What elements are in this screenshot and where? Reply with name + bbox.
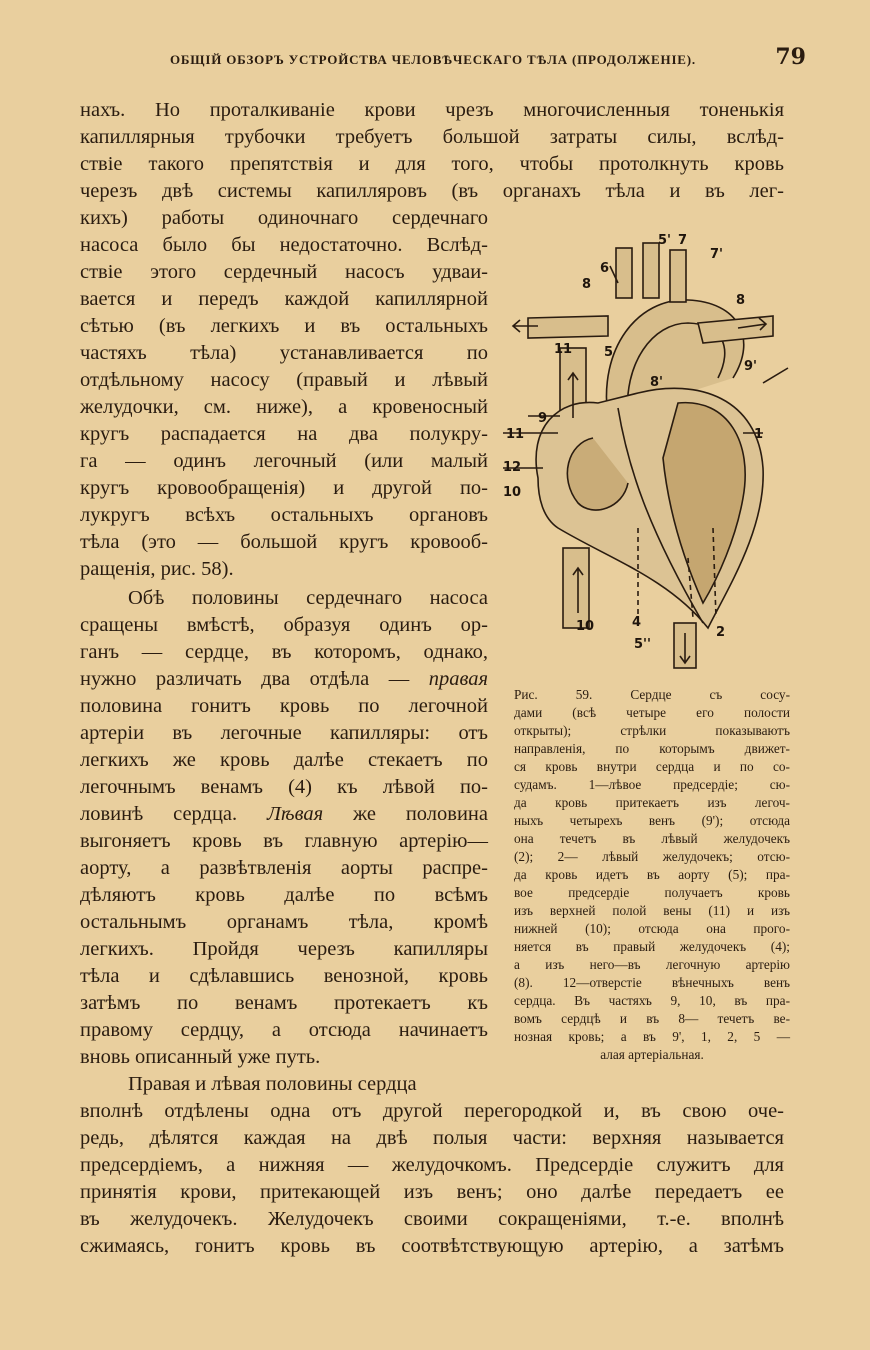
text-line: дѣляютъ кровь далѣе по всѣмъ xyxy=(80,884,488,906)
figure-label: 7 xyxy=(678,233,688,248)
caption-line: да кровь притекаетъ изъ легоч- xyxy=(514,795,790,810)
text-line: частяхъ тѣла) устанавливается по xyxy=(80,342,488,364)
text-line: кихъ) работы одиночнаго сердечнаго xyxy=(80,207,488,229)
text-line: предсердіемъ, а нижняя — желудочкомъ. Предсердіе служитъ для xyxy=(80,1154,784,1176)
text-line: вается и передъ каждой капиллярной xyxy=(80,288,488,310)
text-line: лукругъ всѣхъ остальныхъ органовъ xyxy=(80,504,488,526)
text-line: вполнѣ отдѣлены одна отъ другой перегородкой и, въ свою оче- xyxy=(80,1100,784,1122)
text-run: же половина xyxy=(323,803,488,825)
figure-label: 10 xyxy=(503,485,522,500)
text-line: остальнымъ органамъ тѣла, кромѣ xyxy=(80,911,488,933)
text-line: сѣтью (въ легкихъ и въ остальныхъ xyxy=(80,315,488,337)
text-line: тѣла и сдѣлавшись венозной, кровь xyxy=(80,965,488,987)
text-line: тѣла (это — большой кругъ кровооб- xyxy=(80,531,488,553)
caption-line: вое предсердіе получаетъ кровь xyxy=(514,885,790,900)
text-line: Правая и лѣвая половины сердца xyxy=(128,1073,417,1095)
figure-label: 5'' xyxy=(634,637,652,652)
text-line: сращены вмѣстѣ, образуя одинъ ор- xyxy=(80,614,488,636)
text-line: нахъ. Но проталкиваніе крови чрезъ многочисленныя тоненькія xyxy=(80,99,784,121)
text-line: желудочки, см. ниже), а кровеносный xyxy=(80,396,488,418)
caption-line: дами (всѣ четыре его полости xyxy=(514,705,790,720)
figure-label: 1 xyxy=(754,427,764,442)
text-line: кругъ распадается на два полукру- xyxy=(80,423,488,445)
text-line: въ желудочекъ. Желудочекъ своими сокращеніями, т.-е. вполнѣ xyxy=(80,1208,784,1230)
running-header xyxy=(80,44,810,74)
text-line: сжимаясь, гонитъ кровь въ соотвѣтствующую артерію, а затѣмъ xyxy=(80,1235,784,1257)
figure-label: 9 xyxy=(538,411,548,426)
figure-label: 11 xyxy=(506,427,525,442)
caption-line: няется въ правый желудочекъ (4); xyxy=(514,939,790,954)
caption-line: сердца. Въ частяхъ 9, 10, въ пра- xyxy=(514,993,790,1008)
figure-label: 12 xyxy=(503,460,522,475)
caption-line: Рис. 59. Сердце съ сосу- xyxy=(514,687,790,702)
figure-label: 8 xyxy=(736,293,746,308)
caption-line: вомъ сердцѣ и въ 8— течетъ ве- xyxy=(514,1011,790,1026)
text-line: легкихъ. Пройдя черезъ капилляры xyxy=(80,938,488,960)
caption-line: ся кровь внутри сердца и по со- xyxy=(514,759,790,774)
text-line: половина гонитъ кровь по легочной xyxy=(80,695,488,717)
caption-line: (8). 12—отверстіе вѣнечныхъ венъ xyxy=(514,975,790,990)
text-line: ствіе такого препятствія и для того, чтобы протолкнуть кровь xyxy=(80,153,784,175)
text-line: артеріи въ легочные капилляры: отъ xyxy=(80,722,488,744)
italic-run: правая xyxy=(428,668,488,690)
text-line: кругъ кровообращенія) и другой по- xyxy=(80,477,488,499)
figure-label: 5' xyxy=(658,233,672,248)
caption-line: изъ верхней полой вены (11) и изъ xyxy=(514,903,790,918)
figure-label: 2 xyxy=(716,625,726,640)
figure-label: 5 xyxy=(604,345,614,360)
figure-label: 9' xyxy=(744,359,758,374)
text-line: капиллярныя трубочки требуетъ большой затраты силы, вслѣд- xyxy=(80,126,784,148)
figure-label: 7' xyxy=(710,247,724,262)
text-line: ращенія, рис. 58). xyxy=(80,558,234,580)
text-line: Обѣ половины сердечнаго насоса xyxy=(128,587,488,609)
figure-label: 8 xyxy=(582,277,592,292)
text-line: аорту, а развѣтвленія аорты распре- xyxy=(80,857,488,879)
figure-label: 6 xyxy=(600,261,610,276)
caption-line: судамъ. 1—лѣвое предсердіе; сю- xyxy=(514,777,790,792)
text-line: выгоняетъ кровь въ главную артерію— xyxy=(80,830,488,852)
caption-line: а изъ него—въ легочную артерію xyxy=(514,957,790,972)
caption-line: алая артеріальная. xyxy=(600,1047,704,1062)
caption-line: нижней (10); отсюда она прого- xyxy=(514,921,790,936)
text-run: нужно различать два отдѣла — xyxy=(80,668,429,690)
text-line: легочнымъ венамъ (4) къ лѣвой по- xyxy=(80,776,488,798)
text-line: редь, дѣлятся каждая на двѣ полыя части: верхняя называется xyxy=(80,1127,784,1149)
text-line: вновь описанный уже путь. xyxy=(80,1046,321,1068)
caption-line: она течетъ въ лѣвый желудочекъ xyxy=(514,831,790,846)
page-number: 79 xyxy=(775,44,806,70)
text-line: отдѣльному насосу (правый и лѣвый xyxy=(80,369,488,391)
italic-run: Лѣвая xyxy=(267,803,324,825)
text-line xyxy=(80,801,488,828)
caption-line: (2); 2— лѣвый желудочекъ; отсю- xyxy=(514,849,790,864)
text-line: принятія крови, притекающей изъ венъ; оно далѣе передаетъ ее xyxy=(80,1181,784,1203)
caption-line: открыты); стрѣлки показываютъ xyxy=(514,723,790,738)
running-title: ОБЩІЙ ОБЗОРЪ УСТРОЙСТВА ЧЕЛОВѢЧЕСКАГО ТѢЛА (ПРОДОЛЖЕНІЕ). xyxy=(170,52,696,67)
text-run: ловинѣ сердца. xyxy=(80,803,268,825)
text-line: насоса было бы недостаточно. Вслѣд- xyxy=(80,234,488,256)
caption-line: ныхъ четырехъ венъ (9'); отсюда xyxy=(514,813,790,828)
text-line: га — одинъ легочный (или малый xyxy=(80,450,488,472)
heart-illustration xyxy=(498,228,790,678)
text-line: ганъ — сердце, въ которомъ, однако, xyxy=(80,641,488,663)
caption-line: направленія, по которымъ движет- xyxy=(514,741,790,756)
caption-line: да кровь идетъ въ аорту (5); пра- xyxy=(514,867,790,882)
text-line: правому сердцу, а отсюда начинаетъ xyxy=(80,1019,488,1041)
text-line xyxy=(80,666,488,693)
caption-line: нозная кровь; а въ 9', 1, 2, 5 — xyxy=(514,1029,790,1044)
figure-label: 8' xyxy=(650,375,664,390)
figure-label: 11 xyxy=(554,342,573,357)
text-line: легкихъ же кровь далѣе стекаетъ по xyxy=(80,749,488,771)
text-line: затѣмъ по венамъ протекаетъ къ xyxy=(80,992,488,1014)
figure-label: 10 xyxy=(576,619,595,634)
heart-diagram xyxy=(498,228,790,678)
figure-label: 4 xyxy=(632,615,642,630)
text-line: черезъ двѣ системы капилляровъ (въ органахъ тѣла и въ лег- xyxy=(80,180,784,202)
text-line: ствіе этого сердечный насосъ удваи- xyxy=(80,261,488,283)
